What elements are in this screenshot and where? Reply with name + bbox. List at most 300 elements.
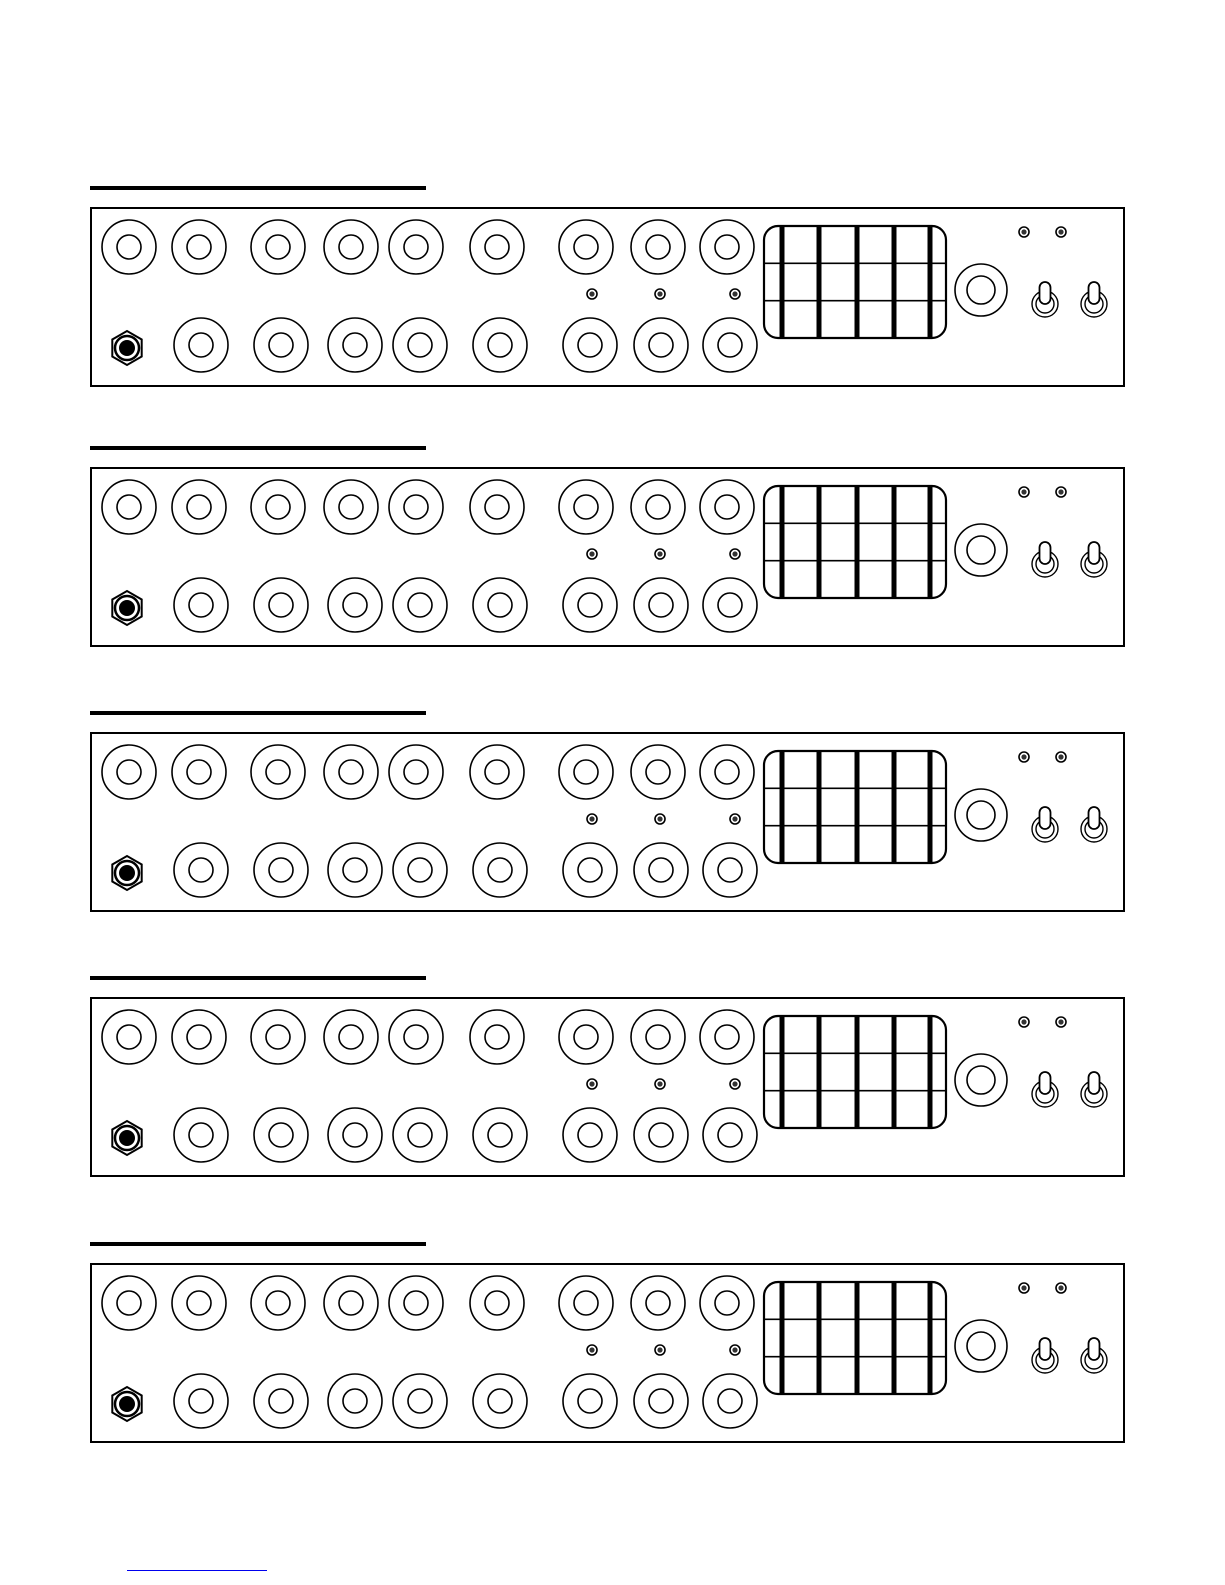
bottom-knob-4-ring — [393, 1108, 447, 1162]
bottom-knob-7[interactable] — [634, 1374, 688, 1428]
input-jack-icon — [119, 340, 135, 356]
bottom-knob-1-cap — [189, 1389, 213, 1413]
bottom-knob-3-cap — [343, 1389, 367, 1413]
bottom-knob-7[interactable] — [634, 578, 688, 632]
panel-heading-rule — [90, 976, 426, 980]
bottom-knob-6-cap — [578, 1389, 602, 1413]
top-knob-7[interactable] — [559, 480, 613, 534]
input-jack[interactable] — [112, 1121, 141, 1155]
top-knob-7[interactable] — [559, 220, 613, 274]
bottom-knob-5-ring — [473, 1108, 527, 1162]
bottom-knob-1-cap — [189, 333, 213, 357]
grille-vertical-bar — [780, 1016, 785, 1128]
top-knob-1[interactable] — [102, 745, 156, 799]
input-jack[interactable] — [112, 1387, 141, 1421]
led-lens — [732, 291, 737, 296]
bottom-knob-5[interactable] — [473, 1374, 527, 1428]
speaker-grille — [764, 486, 946, 598]
top-knob-4-cap — [339, 1291, 363, 1315]
toggle-switch-2[interactable] — [1081, 807, 1107, 842]
top-knob-8[interactable] — [631, 1010, 685, 1064]
toggle-switch-1[interactable] — [1032, 1338, 1058, 1373]
bottom-knob-8-ring — [703, 1374, 757, 1428]
top-knob-6[interactable] — [470, 1276, 524, 1330]
bottom-knob-8[interactable] — [703, 578, 757, 632]
top-knob-7-cap — [574, 1025, 598, 1049]
top-knob-2-ring — [172, 745, 226, 799]
grille-vertical-bar — [928, 751, 933, 863]
main-knob[interactable] — [955, 1320, 1007, 1372]
bottom-knob-8[interactable] — [703, 1108, 757, 1162]
bottom-knob-5[interactable] — [473, 843, 527, 897]
bottom-knob-1[interactable] — [174, 318, 228, 372]
led-lens — [732, 816, 737, 821]
main-knob-ring — [955, 1320, 1007, 1372]
bottom-knob-6[interactable] — [563, 318, 617, 372]
top-knob-5[interactable] — [389, 745, 443, 799]
bottom-knob-4-cap — [408, 593, 432, 617]
top-knob-2-cap — [187, 235, 211, 259]
main-knob-cap — [967, 1332, 995, 1360]
indicator-led-1 — [587, 814, 597, 824]
top-knob-4-ring — [324, 220, 378, 274]
indicator-led-1 — [587, 549, 597, 559]
top-knob-2-ring — [172, 220, 226, 274]
grille-vertical-bar — [928, 486, 933, 598]
top-knob-4-cap — [339, 495, 363, 519]
top-knob-7[interactable] — [559, 745, 613, 799]
top-knob-3[interactable] — [251, 1010, 305, 1064]
top-knob-2[interactable] — [172, 1276, 226, 1330]
grille-vertical-bar — [780, 226, 785, 338]
top-knob-4-ring — [324, 1010, 378, 1064]
bottom-knob-2[interactable] — [254, 1374, 308, 1428]
grille-vertical-bar — [892, 1016, 897, 1128]
toggle-switch-icon — [1040, 282, 1051, 304]
top-knob-1[interactable] — [102, 220, 156, 274]
bottom-knob-3-cap — [343, 593, 367, 617]
bottom-knob-3[interactable] — [328, 1374, 382, 1428]
bottom-knob-4[interactable] — [393, 578, 447, 632]
top-knob-3-ring — [251, 1010, 305, 1064]
bottom-knob-2-ring — [254, 1108, 308, 1162]
bottom-knob-3[interactable] — [328, 318, 382, 372]
top-knob-2-ring — [172, 1010, 226, 1064]
bottom-knob-5-ring — [473, 843, 527, 897]
top-knob-7[interactable] — [559, 1276, 613, 1330]
top-knob-5[interactable] — [389, 1276, 443, 1330]
top-knob-9-ring — [700, 220, 754, 274]
bottom-knob-6-cap — [578, 858, 602, 882]
panel-heading-rule — [90, 711, 426, 715]
top-knob-2-ring — [172, 480, 226, 534]
led-lens — [657, 816, 662, 821]
indicator-led-3 — [730, 1079, 740, 1089]
toggle-switch-icon — [1089, 1072, 1100, 1094]
bottom-knob-8[interactable] — [703, 318, 757, 372]
grille-vertical-bar — [892, 486, 897, 598]
indicator-led-3 — [730, 549, 740, 559]
top-knob-7-cap — [574, 235, 598, 259]
status-led-1 — [1019, 227, 1029, 237]
bottom-knob-6-ring — [563, 578, 617, 632]
top-knob-6[interactable] — [470, 480, 524, 534]
indicator-led-2 — [655, 1345, 665, 1355]
top-knob-7-ring — [559, 1276, 613, 1330]
grille-vertical-bar — [780, 486, 785, 598]
indicator-led-2 — [655, 549, 665, 559]
bottom-knob-4[interactable] — [393, 318, 447, 372]
top-knob-5[interactable] — [389, 480, 443, 534]
bottom-knob-1-cap — [189, 858, 213, 882]
amp-panel-4 — [90, 976, 1124, 1176]
top-knob-3-ring — [251, 220, 305, 274]
grille-vertical-bar — [817, 226, 822, 338]
bottom-knob-4-ring — [393, 318, 447, 372]
bottom-knob-7-ring — [634, 1374, 688, 1428]
top-knob-9-cap — [715, 760, 739, 784]
input-jack-icon — [119, 1396, 135, 1412]
top-knob-5[interactable] — [389, 1010, 443, 1064]
top-knob-8-cap — [646, 760, 670, 784]
bottom-knob-3[interactable] — [328, 1108, 382, 1162]
indicator-led-1 — [587, 1345, 597, 1355]
bottom-knob-8[interactable] — [703, 1374, 757, 1428]
main-knob-cap — [967, 801, 995, 829]
toggle-switch-icon — [1040, 1338, 1051, 1360]
top-knob-2[interactable] — [172, 745, 226, 799]
top-knob-6[interactable] — [470, 220, 524, 274]
bottom-knob-2-cap — [269, 333, 293, 357]
grille-vertical-bar — [928, 226, 933, 338]
led-lens — [657, 1347, 662, 1352]
indicator-led-3 — [730, 289, 740, 299]
top-knob-1-cap — [117, 1025, 141, 1049]
panel-heading-rule — [90, 1242, 426, 1246]
toggle-switch-icon — [1089, 282, 1100, 304]
bottom-knob-2[interactable] — [254, 1108, 308, 1162]
led-lens — [1058, 1019, 1063, 1024]
toggle-switch-icon — [1089, 807, 1100, 829]
top-knob-2-ring — [172, 1276, 226, 1330]
bottom-knob-2[interactable] — [254, 318, 308, 372]
top-knob-5-ring — [389, 1010, 443, 1064]
bottom-knob-8-ring — [703, 318, 757, 372]
top-knob-6-cap — [485, 235, 509, 259]
grille-vertical-bar — [892, 1282, 897, 1394]
top-knob-9[interactable] — [700, 1276, 754, 1330]
bottom-knob-6[interactable] — [563, 1108, 617, 1162]
status-led-2 — [1056, 227, 1066, 237]
main-knob[interactable] — [955, 789, 1007, 841]
input-jack[interactable] — [112, 331, 141, 365]
bottom-knob-2-cap — [269, 1123, 293, 1147]
bottom-knob-3-ring — [328, 1108, 382, 1162]
top-knob-3-cap — [266, 235, 290, 259]
bottom-knob-7-ring — [634, 318, 688, 372]
top-knob-9-ring — [700, 480, 754, 534]
toggle-switch-icon — [1040, 1072, 1051, 1094]
panel-heading-rule — [90, 446, 426, 450]
top-knob-9-cap — [715, 1025, 739, 1049]
top-knob-8-ring — [631, 745, 685, 799]
top-knob-9[interactable] — [700, 220, 754, 274]
top-knob-6[interactable] — [470, 1010, 524, 1064]
bottom-knob-6-cap — [578, 593, 602, 617]
footer-link-underline[interactable] — [127, 1570, 267, 1571]
led-lens — [589, 291, 594, 296]
toggle-switch-2[interactable] — [1081, 1072, 1107, 1107]
bottom-knob-1-ring — [174, 843, 228, 897]
toggle-switch-2[interactable] — [1081, 542, 1107, 577]
bottom-knob-7-cap — [649, 1389, 673, 1413]
bottom-knob-7-cap — [649, 858, 673, 882]
top-knob-3-cap — [266, 495, 290, 519]
bottom-knob-8-ring — [703, 843, 757, 897]
top-knob-4[interactable] — [324, 1276, 378, 1330]
bottom-knob-5-ring — [473, 578, 527, 632]
top-knob-2-cap — [187, 1291, 211, 1315]
led-lens — [1021, 489, 1026, 494]
bottom-knob-6-ring — [563, 1108, 617, 1162]
top-knob-8-ring — [631, 220, 685, 274]
bottom-knob-7[interactable] — [634, 843, 688, 897]
bottom-knob-4-ring — [393, 1374, 447, 1428]
bottom-knob-3-ring — [328, 578, 382, 632]
top-knob-1-cap — [117, 1291, 141, 1315]
top-knob-1[interactable] — [102, 1010, 156, 1064]
top-knob-9[interactable] — [700, 480, 754, 534]
toggle-switch-1[interactable] — [1032, 1072, 1058, 1107]
status-led-2 — [1056, 1017, 1066, 1027]
bottom-knob-5-cap — [488, 1389, 512, 1413]
top-knob-2-cap — [187, 495, 211, 519]
grille-vertical-bar — [817, 751, 822, 863]
grille-vertical-bar — [855, 226, 860, 338]
bottom-knob-2-cap — [269, 593, 293, 617]
bottom-knob-4[interactable] — [393, 1108, 447, 1162]
top-knob-8-ring — [631, 480, 685, 534]
bottom-knob-5[interactable] — [473, 318, 527, 372]
bottom-knob-4-cap — [408, 1389, 432, 1413]
bottom-knob-3-cap — [343, 858, 367, 882]
top-knob-5[interactable] — [389, 220, 443, 274]
top-knob-4[interactable] — [324, 480, 378, 534]
bottom-knob-3[interactable] — [328, 578, 382, 632]
top-knob-8-ring — [631, 1276, 685, 1330]
main-knob[interactable] — [955, 264, 1007, 316]
top-knob-2[interactable] — [172, 480, 226, 534]
led-lens — [657, 551, 662, 556]
grille-vertical-bar — [892, 226, 897, 338]
grille-vertical-bar — [817, 1282, 822, 1394]
top-knob-7-cap — [574, 1291, 598, 1315]
bottom-knob-6[interactable] — [563, 1374, 617, 1428]
top-knob-3-ring — [251, 480, 305, 534]
grille-vertical-bar — [928, 1016, 933, 1128]
top-knob-6-cap — [485, 495, 509, 519]
top-knob-5-cap — [404, 1291, 428, 1315]
bottom-knob-6-cap — [578, 1123, 602, 1147]
top-knob-6[interactable] — [470, 745, 524, 799]
toggle-switch-1[interactable] — [1032, 807, 1058, 842]
bottom-knob-8-cap — [718, 1389, 742, 1413]
top-knob-8-ring — [631, 1010, 685, 1064]
bottom-knob-1-ring — [174, 318, 228, 372]
bottom-knob-1[interactable] — [174, 843, 228, 897]
top-knob-9-ring — [700, 745, 754, 799]
top-knob-9-ring — [700, 1010, 754, 1064]
input-jack[interactable] — [112, 591, 141, 625]
bottom-knob-6-cap — [578, 333, 602, 357]
bottom-knob-7[interactable] — [634, 318, 688, 372]
top-knob-2[interactable] — [172, 1010, 226, 1064]
top-knob-1-ring — [102, 1010, 156, 1064]
bottom-knob-2-ring — [254, 1374, 308, 1428]
led-lens — [1058, 754, 1063, 759]
led-lens — [1021, 754, 1026, 759]
bottom-knob-2[interactable] — [254, 843, 308, 897]
status-led-2 — [1056, 487, 1066, 497]
bottom-knob-1-ring — [174, 1108, 228, 1162]
bottom-knob-1[interactable] — [174, 578, 228, 632]
main-knob-ring — [955, 264, 1007, 316]
top-knob-4[interactable] — [324, 745, 378, 799]
top-knob-3-cap — [266, 1291, 290, 1315]
bottom-knob-6-ring — [563, 843, 617, 897]
grille-vertical-bar — [928, 1282, 933, 1394]
bottom-knob-4[interactable] — [393, 843, 447, 897]
top-knob-6-ring — [470, 1010, 524, 1064]
bottom-knob-5[interactable] — [473, 578, 527, 632]
toggle-switch-1[interactable] — [1032, 282, 1058, 317]
indicator-led-2 — [655, 1079, 665, 1089]
indicator-led-2 — [655, 289, 665, 299]
top-knob-4-cap — [339, 760, 363, 784]
top-knob-1[interactable] — [102, 1276, 156, 1330]
grille-vertical-bar — [817, 486, 822, 598]
indicator-led-1 — [587, 1079, 597, 1089]
top-knob-6-cap — [485, 1025, 509, 1049]
toggle-switch-1[interactable] — [1032, 542, 1058, 577]
bottom-knob-6[interactable] — [563, 843, 617, 897]
amp-panel-3 — [90, 711, 1124, 911]
top-knob-6-ring — [470, 480, 524, 534]
led-lens — [732, 1081, 737, 1086]
top-knob-2[interactable] — [172, 220, 226, 274]
top-knob-6-ring — [470, 745, 524, 799]
status-led-1 — [1019, 752, 1029, 762]
top-knob-1-ring — [102, 480, 156, 534]
top-knob-1[interactable] — [102, 480, 156, 534]
indicator-led-3 — [730, 1345, 740, 1355]
bottom-knob-7-ring — [634, 578, 688, 632]
led-lens — [589, 551, 594, 556]
top-knob-9-ring — [700, 1276, 754, 1330]
bottom-knob-2-ring — [254, 843, 308, 897]
main-knob-ring — [955, 1054, 1007, 1106]
top-knob-8-cap — [646, 1291, 670, 1315]
bottom-knob-1[interactable] — [174, 1108, 228, 1162]
bottom-knob-7-ring — [634, 843, 688, 897]
bottom-knob-5[interactable] — [473, 1108, 527, 1162]
top-knob-4[interactable] — [324, 220, 378, 274]
bottom-knob-2-cap — [269, 1389, 293, 1413]
bottom-knob-4[interactable] — [393, 1374, 447, 1428]
top-knob-4[interactable] — [324, 1010, 378, 1064]
top-knob-3-cap — [266, 760, 290, 784]
speaker-grille — [764, 1016, 946, 1128]
toggle-switch-2[interactable] — [1081, 282, 1107, 317]
bottom-knob-1-ring — [174, 1374, 228, 1428]
bottom-knob-8-cap — [718, 858, 742, 882]
input-jack[interactable] — [112, 856, 141, 890]
speaker-grille — [764, 226, 946, 338]
grille-vertical-bar — [892, 751, 897, 863]
top-knob-5-ring — [389, 745, 443, 799]
top-knob-3[interactable] — [251, 480, 305, 534]
grille-vertical-bar — [780, 1282, 785, 1394]
bottom-knob-5-cap — [488, 858, 512, 882]
top-knob-8[interactable] — [631, 1276, 685, 1330]
bottom-knob-3-cap — [343, 1123, 367, 1147]
main-knob[interactable] — [955, 1054, 1007, 1106]
led-lens — [589, 1081, 594, 1086]
top-knob-5-cap — [404, 495, 428, 519]
bottom-knob-7[interactable] — [634, 1108, 688, 1162]
bottom-knob-6[interactable] — [563, 578, 617, 632]
top-knob-9[interactable] — [700, 745, 754, 799]
top-knob-7[interactable] — [559, 1010, 613, 1064]
top-knob-3[interactable] — [251, 745, 305, 799]
bottom-knob-3-ring — [328, 843, 382, 897]
top-knob-8[interactable] — [631, 480, 685, 534]
top-knob-3[interactable] — [251, 220, 305, 274]
top-knob-9[interactable] — [700, 1010, 754, 1064]
bottom-knob-8[interactable] — [703, 843, 757, 897]
top-knob-6-ring — [470, 1276, 524, 1330]
toggle-switch-2[interactable] — [1081, 1338, 1107, 1373]
top-knob-4-ring — [324, 480, 378, 534]
top-knob-8[interactable] — [631, 745, 685, 799]
amp-panel-1 — [90, 186, 1124, 386]
bottom-knob-2[interactable] — [254, 578, 308, 632]
bottom-knob-4-ring — [393, 578, 447, 632]
toggle-switch-icon — [1089, 542, 1100, 564]
bottom-knob-1[interactable] — [174, 1374, 228, 1428]
led-lens — [1021, 1019, 1026, 1024]
bottom-knob-1-cap — [189, 593, 213, 617]
top-knob-9-cap — [715, 1291, 739, 1315]
bottom-knob-8-cap — [718, 333, 742, 357]
led-lens — [1058, 489, 1063, 494]
led-lens — [1058, 1285, 1063, 1290]
bottom-knob-1-cap — [189, 1123, 213, 1147]
top-knob-3-ring — [251, 1276, 305, 1330]
top-knob-9-cap — [715, 495, 739, 519]
bottom-knob-4-ring — [393, 843, 447, 897]
top-knob-1-cap — [117, 760, 141, 784]
bottom-knob-3[interactable] — [328, 843, 382, 897]
top-knob-1-cap — [117, 235, 141, 259]
bottom-knob-5-cap — [488, 333, 512, 357]
top-knob-5-ring — [389, 480, 443, 534]
top-knob-8[interactable] — [631, 220, 685, 274]
top-knob-3[interactable] — [251, 1276, 305, 1330]
main-knob[interactable] — [955, 524, 1007, 576]
top-knob-7-ring — [559, 1010, 613, 1064]
top-knob-1-cap — [117, 495, 141, 519]
